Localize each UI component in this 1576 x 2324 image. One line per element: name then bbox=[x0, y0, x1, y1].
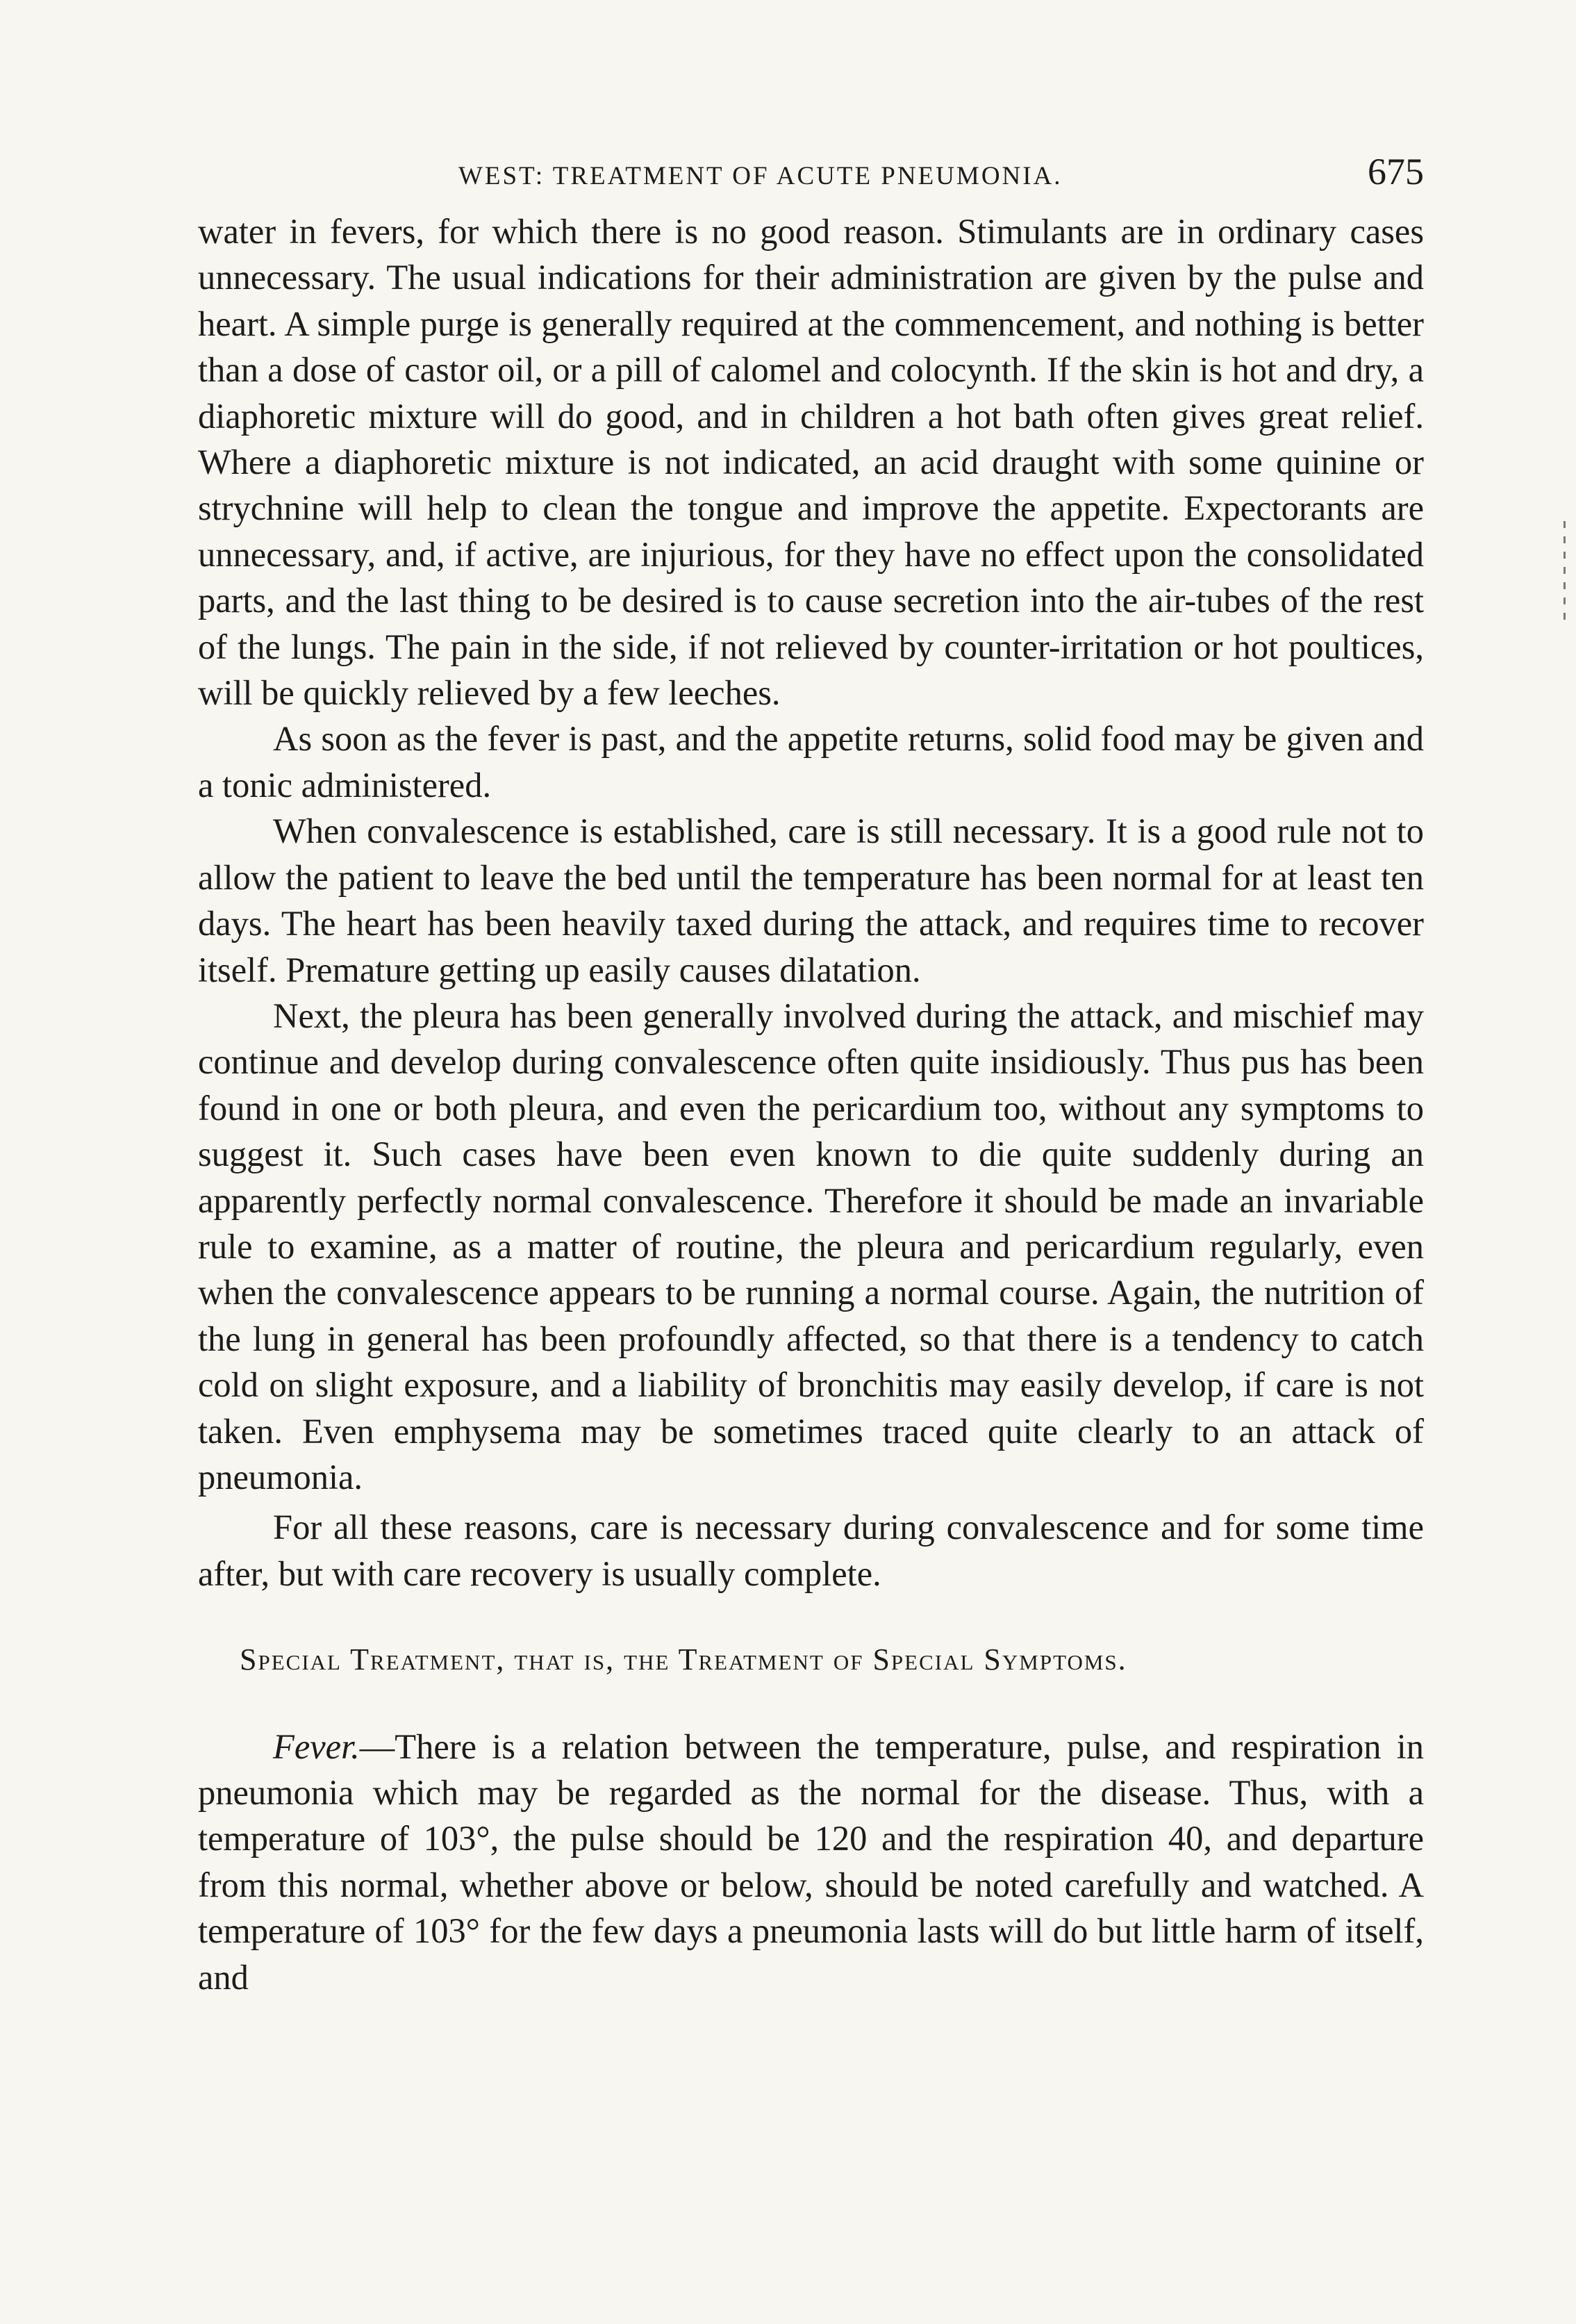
paragraph-solid-food: As soon as the fever is past, and the appetite returns, solid food may be given and a tonic administered. bbox=[198, 719, 1424, 805]
body-text bbox=[198, 208, 1424, 2000]
book-page bbox=[198, 146, 1424, 2000]
running-head bbox=[198, 146, 1424, 208]
page-number: 675 bbox=[1368, 151, 1424, 192]
paragraph-pleura: Next, the pleura has been generally involved during the attack, and mischief may continue and develop during convalescence often quite insidiously. Thus pus has been found in one or both pleura, and even the pericardium too, without any symptoms to suggest it. Such cases have been even known to die quite suddenly during an apparently perfectly normal convalescence. Therefore it should be made an invariable rule to examine, as a matter of routine, the pleura and pericardium regularly, even when the convalescence appears to be running a normal course. Again, the nutrition of the lung in general has been profoundly affected, so that there is a tendency to catch cold on slight exposure, and a liability of bronchitis may easily develop, if care is not taken. Even emphysema may be sometimes traced quite clearly to an attack of pneumonia. bbox=[198, 996, 1424, 1497]
margin-mark bbox=[1563, 521, 1566, 622]
fever-label: Fever. bbox=[273, 1726, 360, 1766]
fever-text: —There is a relation between the temperature, pulse, and respiration in pneumonia which may be regarded as the normal for the disease. Thus, with a temperature of 103°, the pulse should be 120 and the respiration 40, and departure from this normal, whether above or below, should be noted carefully and watched. A temperature of 103° for the few days a pneumonia lasts will do but little harm of itself, and bbox=[198, 1726, 1424, 1997]
paragraph-convalescence: When convalescence is established, care is still necessary. It is a good rule not to allow the patient to leave the bed until the temperature has been normal for at least ten days. The heart has been heavily taxed during the attack, and requires time to recover itself. Premature getting up easily causes dilatation. bbox=[198, 811, 1424, 989]
section-heading: Special Treatment, that is, the Treatment of Special Symptoms. bbox=[240, 1642, 1127, 1677]
paragraph-stimulants: water in fevers, for which there is no good reason. Stimulants are in ordinary cases unnecessary. The usual indications for their administration are given by the pulse and heart. A simple purge is generally required at the commencement, and nothing is better than a dose of castor oil, or a pill of calomel and colocynth. If the skin is hot and dry, a diaphoretic mixture will do good, and in children a hot bath often gives great relief. Where a diaphoretic mixture is not indicated, an acid draught with some quinine or strychnine will help to clean the tongue and improve the appetite. Expectorants are unnecessary, and, if active, are injurious, for they have no effect upon the consolidated parts, and the last thing to be desired is to cause secretion into the air-tubes of the rest of the lungs. The pain in the side, if not relieved by counter-irritation or hot poultices, will be quickly relieved by a few leeches. bbox=[198, 212, 1424, 713]
paragraph-fever bbox=[198, 1724, 1424, 2000]
running-title: WEST: TREATMENT OF ACUTE PNEUMONIA. bbox=[458, 162, 1063, 190]
paragraph-care: For all these reasons, care is necessary during convalescence and for some time after, but with care recovery is usually complete. bbox=[198, 1508, 1424, 1593]
